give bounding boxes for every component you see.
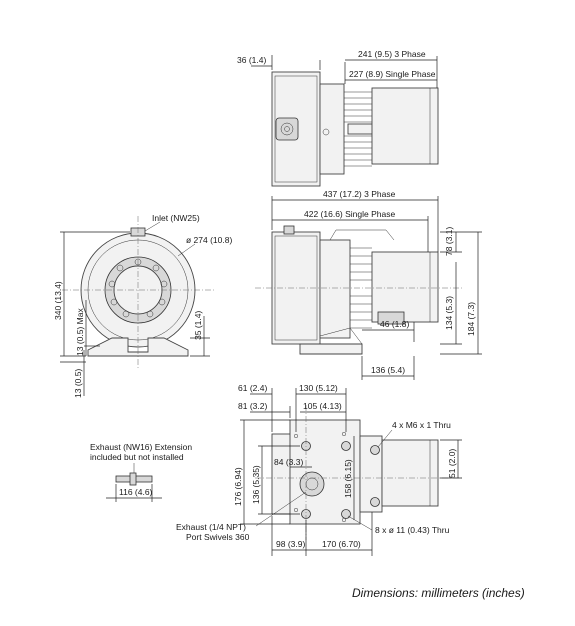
dim-side-46: 46 (1.8): [380, 319, 410, 329]
side-motor: [372, 252, 438, 322]
dim-bottom-51: 51 (2.0): [447, 448, 457, 478]
dim-front-35: 35 (1.4): [193, 310, 203, 340]
dim-front-13: 13 (0.5): [73, 368, 83, 398]
dim-front-340: 340 (13.4): [53, 281, 63, 320]
label-exhaust-extension-2: included but not installed: [90, 452, 184, 462]
front-view: [53, 213, 232, 398]
label-exhaust-port-1: Exhaust (1/4 NPT): [176, 522, 246, 532]
side-view: [255, 189, 482, 380]
dim-side-136: 136 (5.4): [371, 365, 406, 375]
bottom-exhaust-port: [300, 472, 324, 496]
caption-units: Dimensions: millimeters (inches): [352, 586, 525, 600]
label-exhaust-port-2: Port Swivels 360: [186, 532, 250, 542]
bottom-view: [176, 383, 462, 556]
dim-side-3phase: 437 (17.2) 3 Phase: [323, 189, 396, 199]
dim-bottom-61: 61 (2.4): [238, 383, 268, 393]
dim-bottom-176: 176 (6.94): [233, 467, 243, 506]
dim-front-13max: 13 (0.5) Max: [75, 308, 85, 356]
label-exhaust-extension-1: Exhaust (NW16) Extension: [90, 442, 193, 452]
dim-top-single: 227 (8.9) Single Phase: [349, 69, 436, 79]
top-motor: [372, 88, 438, 164]
dim-bottom-170: 170 (6.70): [322, 539, 361, 549]
dim-bottom-84: 84 (3.3): [274, 457, 304, 467]
dim-top-3phase: 241 (9.5) 3 Phase: [358, 49, 426, 59]
side-base: [300, 344, 362, 354]
side-inlet: [284, 226, 294, 234]
label-bottom-thread: 4 x M6 x 1 Thru: [392, 420, 451, 430]
label-front-inlet: Inlet (NW25): [152, 213, 200, 223]
top-fan-housing: [320, 84, 344, 174]
top-inlet-port: [276, 118, 298, 140]
dim-side-184: 184 (7.3): [466, 301, 476, 336]
side-fan-housing: [320, 240, 350, 338]
dim-exhaust-116: 116 (4.6): [119, 487, 153, 497]
dim-front-diameter: ø 274 (10.8): [186, 235, 233, 245]
dim-side-78: 78 (3.1): [444, 226, 454, 256]
label-bottom-holes: 8 x ø 11 (0.43) Thru: [375, 525, 450, 535]
dim-bottom-81: 81 (3.2): [238, 401, 268, 411]
dim-bottom-158: 158 (6.15): [343, 459, 353, 498]
dim-bottom-105: 105 (4.13): [303, 401, 342, 411]
exhaust-extension: [90, 442, 192, 502]
dim-side-134: 134 (5.3): [444, 295, 454, 330]
bottom-motor: [382, 440, 438, 506]
top-view: [237, 49, 438, 186]
dim-bottom-130: 130 (5.12): [299, 383, 338, 393]
dim-top-flange: 36 (1.4): [237, 55, 267, 65]
dim-bottom-136: 136 (5.35): [251, 465, 261, 504]
dim-side-single: 422 (16.6) Single Phase: [304, 209, 396, 219]
dim-bottom-98: 98 (3.9): [276, 539, 306, 549]
